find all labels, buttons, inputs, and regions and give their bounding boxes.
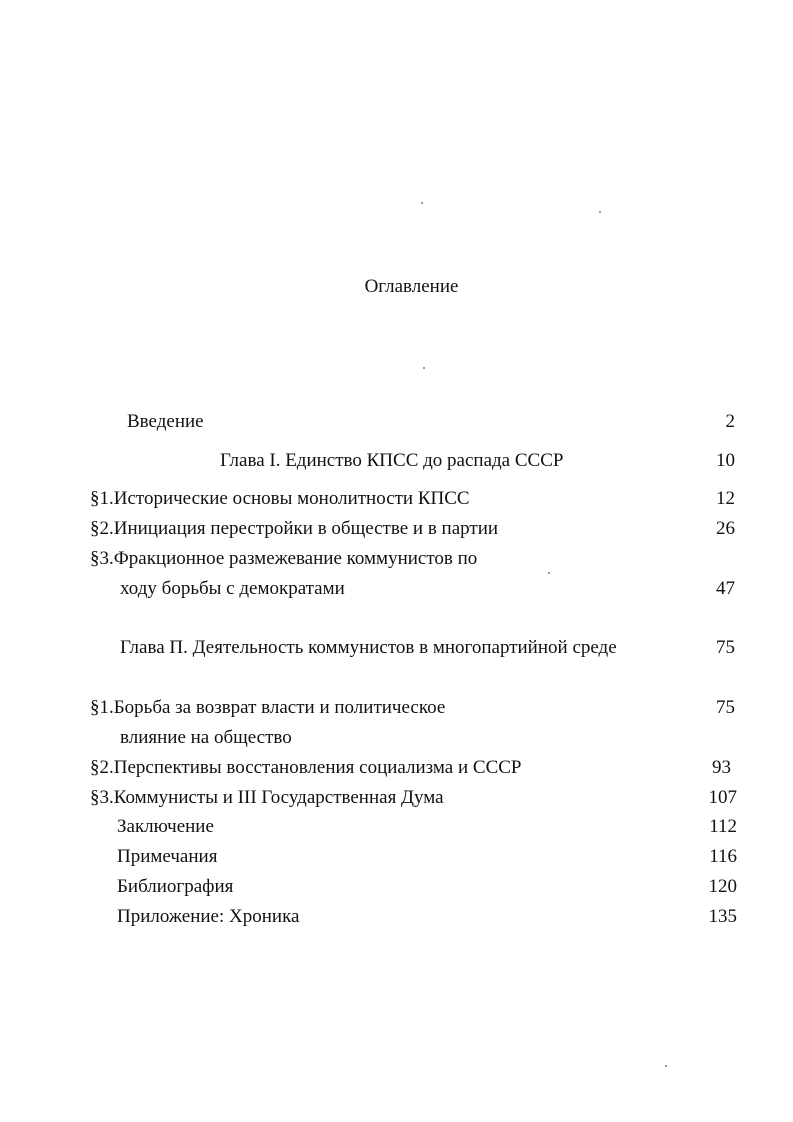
scan-speck <box>548 572 550 574</box>
toc-page-ch2-sec1: 75 <box>716 697 735 718</box>
toc-page-ch1-sec3: 47 <box>716 578 735 599</box>
toc-entry-chapter-2: Глава П. Деятельность коммунистов в многопартийной среде <box>120 637 617 658</box>
scan-speck <box>599 211 601 213</box>
toc-page-appendix: 135 <box>708 906 737 927</box>
scan-speck <box>665 1065 667 1067</box>
toc-entry-ch2-sec1: §1.Борьба за возврат власти и политическое <box>90 697 446 718</box>
page-title: Оглавление <box>364 276 459 297</box>
toc-entry-ch1-sec3: §3.Фракционное размежевание коммунистов по <box>90 548 478 569</box>
toc-entry-introduction: Введение <box>127 411 204 432</box>
toc-page-ch2-sec3: 107 <box>708 787 737 808</box>
toc-entry-ch2-sec1-cont: влияние на общество <box>120 727 292 748</box>
toc-page-bibliography: 120 <box>708 876 737 897</box>
toc-page-chapter-2: 75 <box>716 637 735 658</box>
toc-page-notes: 116 <box>709 846 737 867</box>
toc-page-ch1-sec1: 12 <box>716 488 735 509</box>
toc-entry-ch1-sec2: §2.Инициация перестройки в обществе и в партии <box>90 518 499 539</box>
scan-speck <box>421 202 423 204</box>
toc-entry-conclusion: Заключение <box>117 816 214 837</box>
toc-page-introduction: 2 <box>725 411 735 432</box>
toc-entry-notes: Примечания <box>117 846 218 867</box>
toc-entry-ch1-sec1: §1.Исторические основы монолитности КПСС <box>90 488 470 509</box>
toc-entry-chapter-1: Глава I. Единство КПСС до распада СССР <box>220 450 564 471</box>
toc-page-ch2-sec2: 93 <box>712 757 731 778</box>
toc-entry-ch2-sec3: §3.Коммунисты и III Государственная Дума <box>90 787 444 808</box>
scan-speck <box>423 367 425 369</box>
toc-page-conclusion: 112 <box>709 816 737 837</box>
toc-entry-ch2-sec2: §2.Перспективы восстановления социализма и СССР <box>90 757 522 778</box>
toc-entry-ch1-sec3-cont: ходу борьбы с демократами <box>120 578 345 599</box>
toc-entry-appendix: Приложение: Хроника <box>117 906 300 927</box>
toc-page-chapter-1: 10 <box>716 450 735 471</box>
toc-page-ch1-sec2: 26 <box>716 518 735 539</box>
toc-entry-bibliography: Библиография <box>117 876 234 897</box>
